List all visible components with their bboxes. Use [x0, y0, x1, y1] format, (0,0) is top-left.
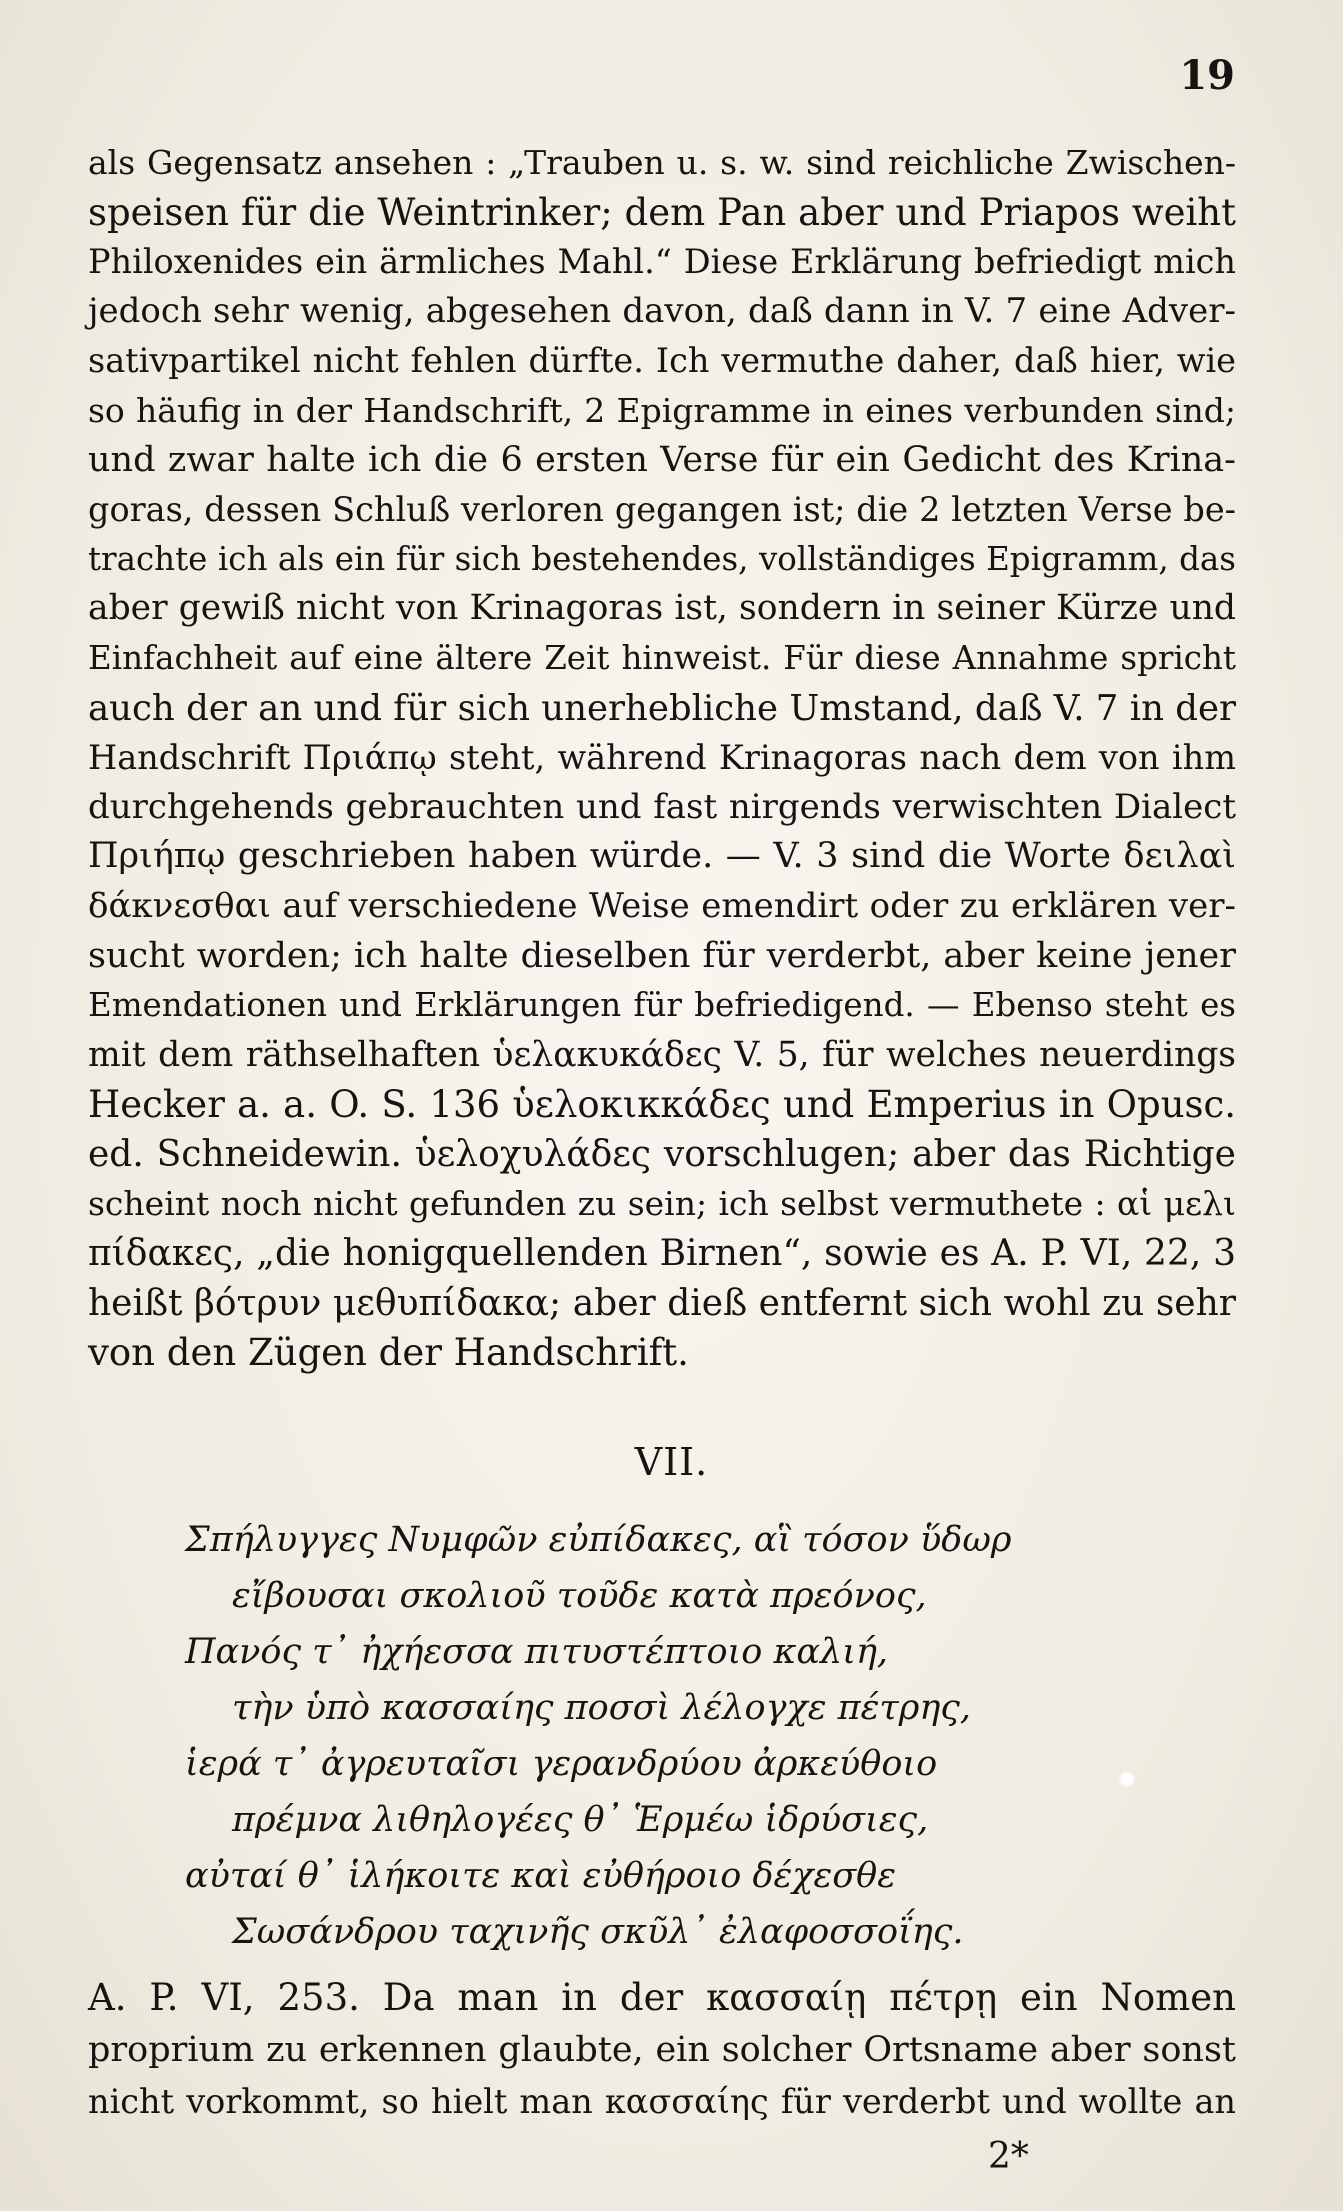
page-number: 19: [1179, 52, 1235, 99]
body-line: proprium zu erkennen glaubte, ein solcher Ortsname aber sonst: [88, 2030, 1236, 2070]
body-line: Πριήπῳ geschrieben haben würde. — V. 3 sind die Worte δειλαὶ: [88, 836, 1236, 877]
body-line: Emendationen und Erklärungen für befriedigend. — Ebenso steht es: [88, 986, 1236, 1025]
signature-mark: 2*: [988, 2136, 1029, 2177]
epigram-poem: [0, 1512, 1343, 1960]
poem-verse: τὴν ὑπὸ κασσαίης ποσσὶ λέλογχε πέτρης,: [232, 1688, 972, 1728]
body-line: goras, dessen Schluß verloren gegangen ist; die 2 letzten Verse be-: [88, 490, 1236, 530]
body-line: heißt βότρυν μεθυπίδακα; aber dieß entfernt sich wohl zu sehr: [88, 1282, 1236, 1324]
poem-verse: πρέμνα λιθηλογέες θ᾽ Ἑρμέω ἱδρύσιες,: [232, 1800, 929, 1840]
body-line: auch der an und für sich unerhebliche Umstand, daß V. 7 in der: [88, 687, 1236, 729]
body-line: πίδακες, „die honigquellenden Birnen“, sowie es A. P. VI, 22, 3: [88, 1233, 1236, 1275]
body-line: als Gegensatz ansehen : „Trauben u. s. w. sind reichliche Zwischen-: [88, 143, 1236, 182]
body-line: sativpartikel nicht fehlen dürfte. Ich vermuthe daher, daß hier, wie: [88, 341, 1236, 381]
body-line: jedoch sehr wenig, abgesehen davon, daß dann in V. 7 eine Adver-: [88, 290, 1236, 331]
body-line: aber gewiß nicht von Krinagoras ist, sondern in seiner Kürze und: [88, 588, 1236, 629]
body-line: Hecker a. a. O. S. 136 ὑελοκικκάδες und Emperius in Opusc.: [88, 1083, 1236, 1127]
poem-verse: εἴβουσαι σκολιοῦ τοῦδε κατὰ πρεόνος,: [232, 1576, 927, 1616]
body-line: mit dem räthselhaften ὑελακυκάδες V. 5, für welches neuerdings: [88, 1034, 1236, 1075]
poem-verse: ἱερά τ᾽ ἀγρευταῖσι γερανδρύου ἀρκεύθοιο: [185, 1744, 938, 1784]
body-line: δάκνεσθαι auf verschiedene Weise emendirt oder zu erklären ver-: [88, 885, 1236, 926]
body-line: so häufig in der Handschrift, 2 Epigramme in eines verbunden sind;: [88, 390, 1236, 430]
poem-verse: Σπήλυγγες Νυμφῶν εὐπίδακες, αἳ τόσον ὕδωρ: [185, 1520, 1012, 1560]
commentary-body: [88, 138, 1236, 1378]
poem-verse: αὐταί θ᾽ ἱλήκοιτε καὶ εὐθήροιο δέχεσθε: [185, 1856, 897, 1896]
body-line: A. P. VI, 253. Da man in der κασσαίῃ πέτρῃ ein Nomen: [88, 1976, 1236, 2019]
body-line: speisen für die Weintrinker; dem Pan aber und Priapos weiht: [88, 190, 1236, 234]
body-line: durchgehends gebrauchten und fast nirgends verwischten Dialect: [88, 786, 1236, 827]
body-line: nicht vorkommt, so hielt man κασσαίης für verderbt und wollte an: [88, 2082, 1236, 2121]
body-line: sucht worden; ich halte dieselben für verderbt, aber keine jener: [88, 935, 1236, 976]
body-line: Einfachheit auf eine ältere Zeit hinweist. Für diese Annahme spricht: [88, 638, 1236, 677]
poem-verse: Σωσάνδρου ταχινῆς σκῦλ᾽ ἐλαφοσσοΐης.: [232, 1912, 964, 1952]
body-line: Philoxenides ein ärmliches Mahl.“ Diese Erklärung befriedigt mich: [88, 242, 1236, 282]
paper-speck: [1118, 1770, 1136, 1788]
section-heading: VII.: [634, 1440, 709, 1484]
body-line: von den Zügen der Handschrift.: [88, 1331, 689, 1375]
body-line: und zwar halte ich die 6 ersten Verse für ein Gedicht des Krina-: [88, 439, 1236, 480]
body-line: scheint noch nicht gefunden zu sein; ich selbst vermuthete : αἱ μελι: [88, 1184, 1236, 1224]
body-line: ed. Schneidewin. ὑελοχυλάδες vorschlugen; aber das Richtige: [88, 1133, 1236, 1175]
body-line: Handschrift Πριάπῳ steht, während Krinagoras nach dem von ihm: [88, 738, 1236, 778]
commentary-continuation: [88, 1972, 1236, 2128]
body-line: trachte ich als ein für sich bestehendes, vollständiges Epigramm, das: [88, 539, 1236, 578]
poem-verse: Πανός τ᾽ ἠχήεσσα πιτυστέπτοιο καλιή,: [185, 1632, 889, 1672]
